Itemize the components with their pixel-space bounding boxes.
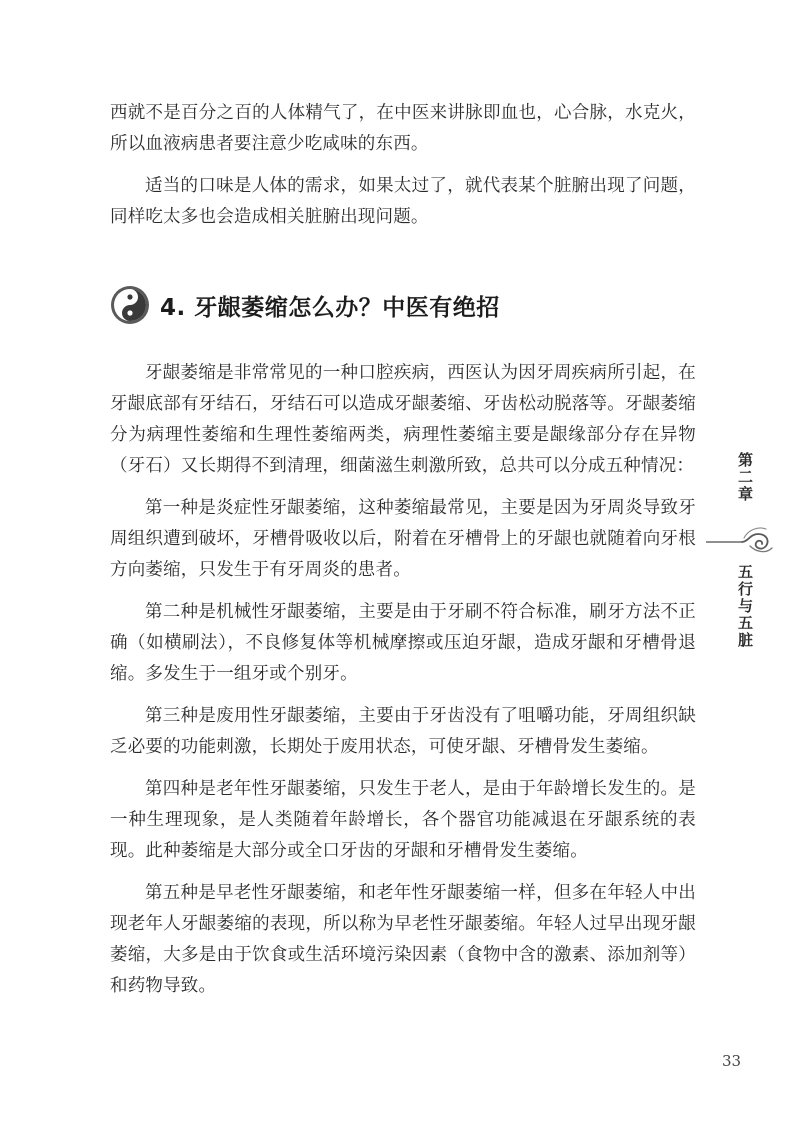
paragraph: 第五种是早老性牙龈萎缩，和老年性牙龈萎缩一样，但多在年轻人中出现老年人牙龈萎缩的表现，所以称为早老性牙龈萎缩。年轻人过早出现牙龈萎缩，大多是由于饮食或生活环境污染因素（食物中含的激素、添加剂等）和药物导致。: [110, 883, 696, 996]
top-text-block: [110, 98, 696, 233]
section-heading: [110, 282, 500, 328]
chapter-side-tab: [704, 452, 776, 652]
paragraph: 第二种是机械性牙龈萎缩，主要是由于牙刷不符合标准，刷牙方法不正确（如横刷法），不良修复体等机械摩擦或压迫牙龈，造成牙龈和牙槽骨退缩。多发生于一组牙或个别牙。: [110, 602, 696, 684]
chapter-label: 第二章: [736, 452, 754, 503]
page-number: 33: [722, 1052, 742, 1070]
paragraph: 第三种是废用性牙龈萎缩，主要由于牙齿没有了咀嚼功能，牙周组织缺乏必要的功能刺激，长期处于废用状态，可使牙龈、牙槽骨发生萎缩。: [110, 706, 696, 757]
section-title: 4. 牙龈萎缩怎么办？中医有绝招: [160, 294, 500, 321]
paragraph: 适当的口味是人体的需求，如果太过了，就代表某个脏腑出现了问题，同样吃太多也会造成相关脏腑出现问题。: [110, 176, 696, 227]
cloud-scroll-icon: [704, 520, 776, 558]
continuation-paragraph: 西就不是百分之百的人体精气了，在中医来讲脉即血也，心合脉，水克火，所以血液病患者要注意少吃咸味的东西。: [110, 103, 696, 154]
body-text-block: [110, 358, 696, 1002]
chapter-title: 五行与五脏: [736, 564, 754, 649]
paragraph: 第一种是炎症性牙龈萎缩，这种萎缩最常见，主要是因为牙周炎导致牙周组织遭到破坏，牙槽骨吸收以后，附着在牙槽骨上的牙龈也就随着向牙根方向萎缩，只发生于有牙周炎的患者。: [110, 498, 696, 580]
yin-yang-icon: [110, 285, 150, 325]
paragraph: 第四种是老年性牙龈萎缩，只发生于老人，是由于年龄增长发生的。是一种生理现象，是人类随着年龄增长，各个器官功能减退在牙龈系统的表现。此种萎缩是大部分或全口牙齿的牙龈和牙槽骨发生萎缩。: [110, 779, 696, 861]
paragraph: 牙龈萎缩是非常常见的一种口腔疾病，西医认为因牙周疾病所引起，在牙龈底部有牙结石，牙结石可以造成牙龈萎缩、牙齿松动脱落等。牙龈萎缩分为病理性萎缩和生理性萎缩两类，病理性萎缩主要是龈缘部分存在异物（牙石）又长期得不到清理，细菌滋生刺激所致，总共可以分成五种情况：: [110, 363, 696, 476]
